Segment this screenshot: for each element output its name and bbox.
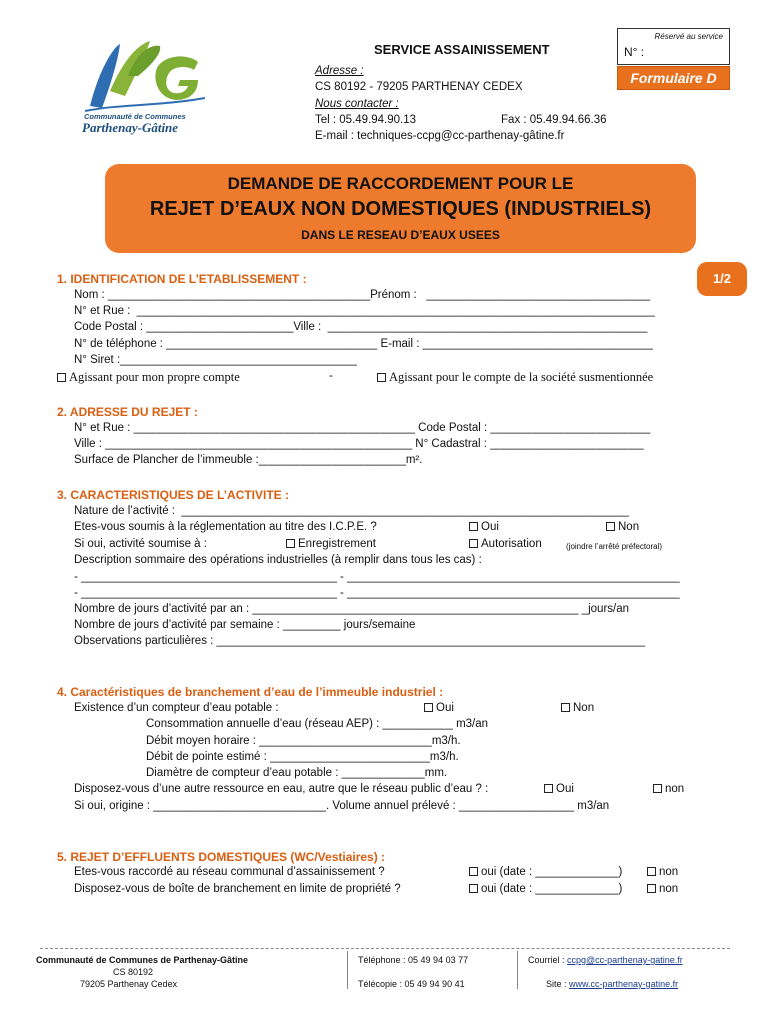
joindre-note: (joindre l’arrêté préfectoral)	[566, 542, 663, 551]
oui-date-label: oui (date : _____________)	[481, 866, 623, 878]
logo-graphic	[80, 36, 210, 114]
boite-question: Disposez-vous de boîte de branchement en limite de propriété ?	[74, 883, 401, 895]
checkbox[interactable]	[653, 784, 662, 793]
footer-cs: CS 80192	[113, 967, 154, 977]
checkbox[interactable]	[469, 522, 478, 531]
description-line-1[interactable]: - ________________________________________ - ____________________________________________________	[74, 571, 680, 583]
icpe-oui[interactable]	[469, 521, 499, 533]
logo-line2: Parthenay-Gâtine	[82, 120, 179, 135]
non-label: non	[665, 783, 685, 795]
checkbox[interactable]	[424, 703, 433, 712]
courriel-label: Courriel :	[528, 955, 565, 965]
footer-tel: Téléphone : 05 49 94 03 77	[358, 955, 469, 965]
checkbox[interactable]	[606, 522, 615, 531]
diametre-field[interactable]: Diamètre de compteur d’eau potable : _____________mm.	[146, 767, 448, 779]
section-1-title: 1. IDENTIFICATION DE L’ETABLISSEMENT :	[57, 272, 307, 286]
nom-prenom-field[interactable]: Nom : _________________________________________Prénom : ___________________________________	[74, 289, 651, 301]
checkbox[interactable]	[647, 884, 656, 893]
footer-separator	[517, 951, 518, 989]
title-banner	[105, 164, 696, 253]
observations-field[interactable]: Observations particulières : ___________________________________________________________________	[74, 635, 646, 647]
section-2-title: 2. ADRESSE DU REJET :	[57, 405, 198, 419]
raccorde-question: Etes-vous raccordé au réseau communal d’assainissement ?	[74, 866, 385, 878]
pointe-field[interactable]: Débit de pointe estimé : _________________________m3/h.	[146, 751, 459, 763]
autre-ressource-question: Disposez-vous d’une autre ressource en eau, autre que le réseau public d’eau ? :	[74, 783, 489, 795]
reserved-label: Réservé au service	[654, 32, 723, 41]
non-label: Non	[618, 521, 640, 533]
tel-value: Tel : 05.49.94.90.13	[315, 113, 417, 126]
footer-site	[546, 979, 678, 989]
jours-semaine-field[interactable]: Nombre de jours d’activité par semaine : _________ jours/semaine	[74, 619, 416, 631]
section-4-title: 4. Caractéristiques de branchement d’eau de l’immeuble industriel :	[57, 685, 444, 699]
checkbox[interactable]	[377, 373, 386, 382]
oui-label: Oui	[481, 521, 499, 533]
footer-city: 79205 Parthenay Cedex	[80, 979, 178, 989]
numero-label: N° :	[624, 45, 645, 59]
contact-label: Nous contacter :	[315, 97, 399, 110]
footer-separator	[347, 951, 348, 989]
logo-line1: Communauté de Communes	[84, 112, 186, 121]
compteur-oui[interactable]	[424, 702, 454, 714]
option-own-account[interactable]	[57, 370, 240, 385]
email-value: E-mail : techniques-ccpg@cc-parthenay-gâtine.fr	[315, 130, 565, 143]
enregistrement-option[interactable]	[286, 538, 376, 550]
footer-courriel	[528, 955, 683, 965]
oui-label: Oui	[556, 783, 574, 795]
banner-line1: DEMANDE DE RACCORDEMENT POUR LE	[227, 174, 574, 193]
option-company-account[interactable]	[377, 370, 653, 385]
cp-ville-field[interactable]: Code Postal : _______________________Ville : __________________________________________________	[74, 321, 648, 333]
description-label: Description sommaire des opérations industrielles (à remplir dans tous les cas) :	[74, 554, 482, 566]
oui-label: Oui	[436, 702, 454, 714]
checkbox[interactable]	[469, 884, 478, 893]
boite-oui[interactable]	[469, 883, 622, 895]
footer-org: Communauté de Communes de Parthenay-Gâtine	[36, 955, 249, 965]
checkbox[interactable]	[286, 539, 295, 548]
raccorde-non[interactable]	[647, 866, 678, 878]
banner-line3: DANS LE RESEAU D’EAUX USEES	[301, 228, 500, 242]
section-3-title: 3. CARACTERISTIQUES DE L’ACTIVITE :	[57, 488, 290, 502]
rue-field[interactable]: N° et Rue : _________________________________________________________________________________	[74, 305, 655, 317]
form-type-badge: Formulaire D	[617, 66, 730, 90]
option-company-label: Agissant pour le compte de la société susmentionnée	[389, 370, 654, 384]
page-number-badge: 1/2	[697, 262, 747, 296]
oui-date-label: oui (date : _____________)	[481, 883, 623, 895]
dash-separator: -	[329, 370, 333, 382]
surface-field[interactable]: Surface de Plancher de l’immeuble :_______________________m².	[74, 454, 423, 466]
logo	[80, 36, 210, 146]
contact-block	[315, 63, 607, 144]
enregistrement-label: Enregistrement	[298, 538, 376, 550]
icpe-question: Etes-vous soumis à la réglementation au titre des I.C.P.E. ?	[74, 521, 377, 533]
jours-an-field[interactable]: Nombre de jours d’activité par an : ___________________________________________________ _jours/an	[74, 603, 630, 615]
adresse-label: Adresse :	[315, 65, 364, 77]
non-label: Non	[573, 702, 595, 714]
reserved-box	[617, 28, 730, 65]
rejet-ville-field[interactable]: Ville : ________________________________________________ N° Cadastral : ________________________	[74, 438, 644, 450]
compteur-non[interactable]	[561, 702, 594, 714]
debit-field[interactable]: Débit moyen horaire : ___________________________m3/h.	[146, 735, 461, 747]
site-label: Site :	[546, 979, 567, 989]
activite-label: Si oui, activité soumise à :	[74, 538, 207, 550]
icpe-non[interactable]	[606, 521, 639, 533]
non-label: non	[659, 866, 679, 878]
conso-field[interactable]: Consommation annuelle d’eau (réseau AEP) : ___________ m3/an	[146, 718, 489, 730]
autre-non[interactable]	[653, 783, 684, 795]
raccorde-oui[interactable]	[469, 866, 622, 878]
tel-fax-line	[315, 112, 607, 128]
checkbox[interactable]	[647, 867, 656, 876]
nature-field[interactable]: Nature de l’activité : ______________________________________________________________________	[74, 505, 630, 517]
checkbox[interactable]	[469, 539, 478, 548]
description-line-2[interactable]: - ________________________________________ - ____________________________________________________	[74, 587, 680, 599]
rejet-rue-field[interactable]: N° et Rue : ____________________________________________ Code Postal : _________________________	[74, 422, 651, 434]
footer-divider	[40, 948, 730, 949]
site-link[interactable]: www.cc-parthenay-gatine.fr	[569, 979, 679, 989]
fax-value: Fax : 05.49.94.66.36	[501, 113, 607, 126]
section-5-title: 5. REJET D’EFFLUENTS DOMESTIQUES (WC/Vestiaires) :	[57, 850, 386, 864]
autorisation-option[interactable]	[469, 538, 542, 550]
adresse-value: CS 80192 - 79205 PARTHENAY CEDEX	[315, 81, 523, 94]
banner-line2: REJET D’EAUX NON DOMESTIQUES (INDUSTRIELS)	[149, 198, 652, 220]
checkbox[interactable]	[561, 703, 570, 712]
courriel-link[interactable]: ccpg@cc-parthenay-gatine.fr	[567, 955, 683, 965]
checkbox[interactable]	[469, 867, 478, 876]
tel-email-field[interactable]: N° de téléphone : _________________________________ E-mail : ____________________________________	[74, 338, 653, 350]
footer-fax: Télécopie : 05 49 94 90 41	[358, 979, 465, 989]
option-own-label: Agissant pour mon propre compte	[69, 370, 240, 384]
checkbox[interactable]	[544, 784, 553, 793]
origine-field[interactable]: Si oui, origine : ___________________________. Volume annuel prélevé : __________________ m3/an	[74, 800, 610, 812]
siret-field[interactable]: N° Siret :_____________________________________	[74, 354, 357, 366]
checkbox[interactable]	[57, 373, 66, 382]
service-title: SERVICE ASSAINISSEMENT	[374, 42, 550, 57]
compteur-question: Existence d’un compteur d’eau potable :	[74, 702, 279, 714]
boite-non[interactable]	[647, 883, 678, 895]
autre-oui[interactable]	[544, 783, 574, 795]
non-label: non	[659, 883, 679, 895]
autorisation-label: Autorisation	[481, 538, 542, 550]
